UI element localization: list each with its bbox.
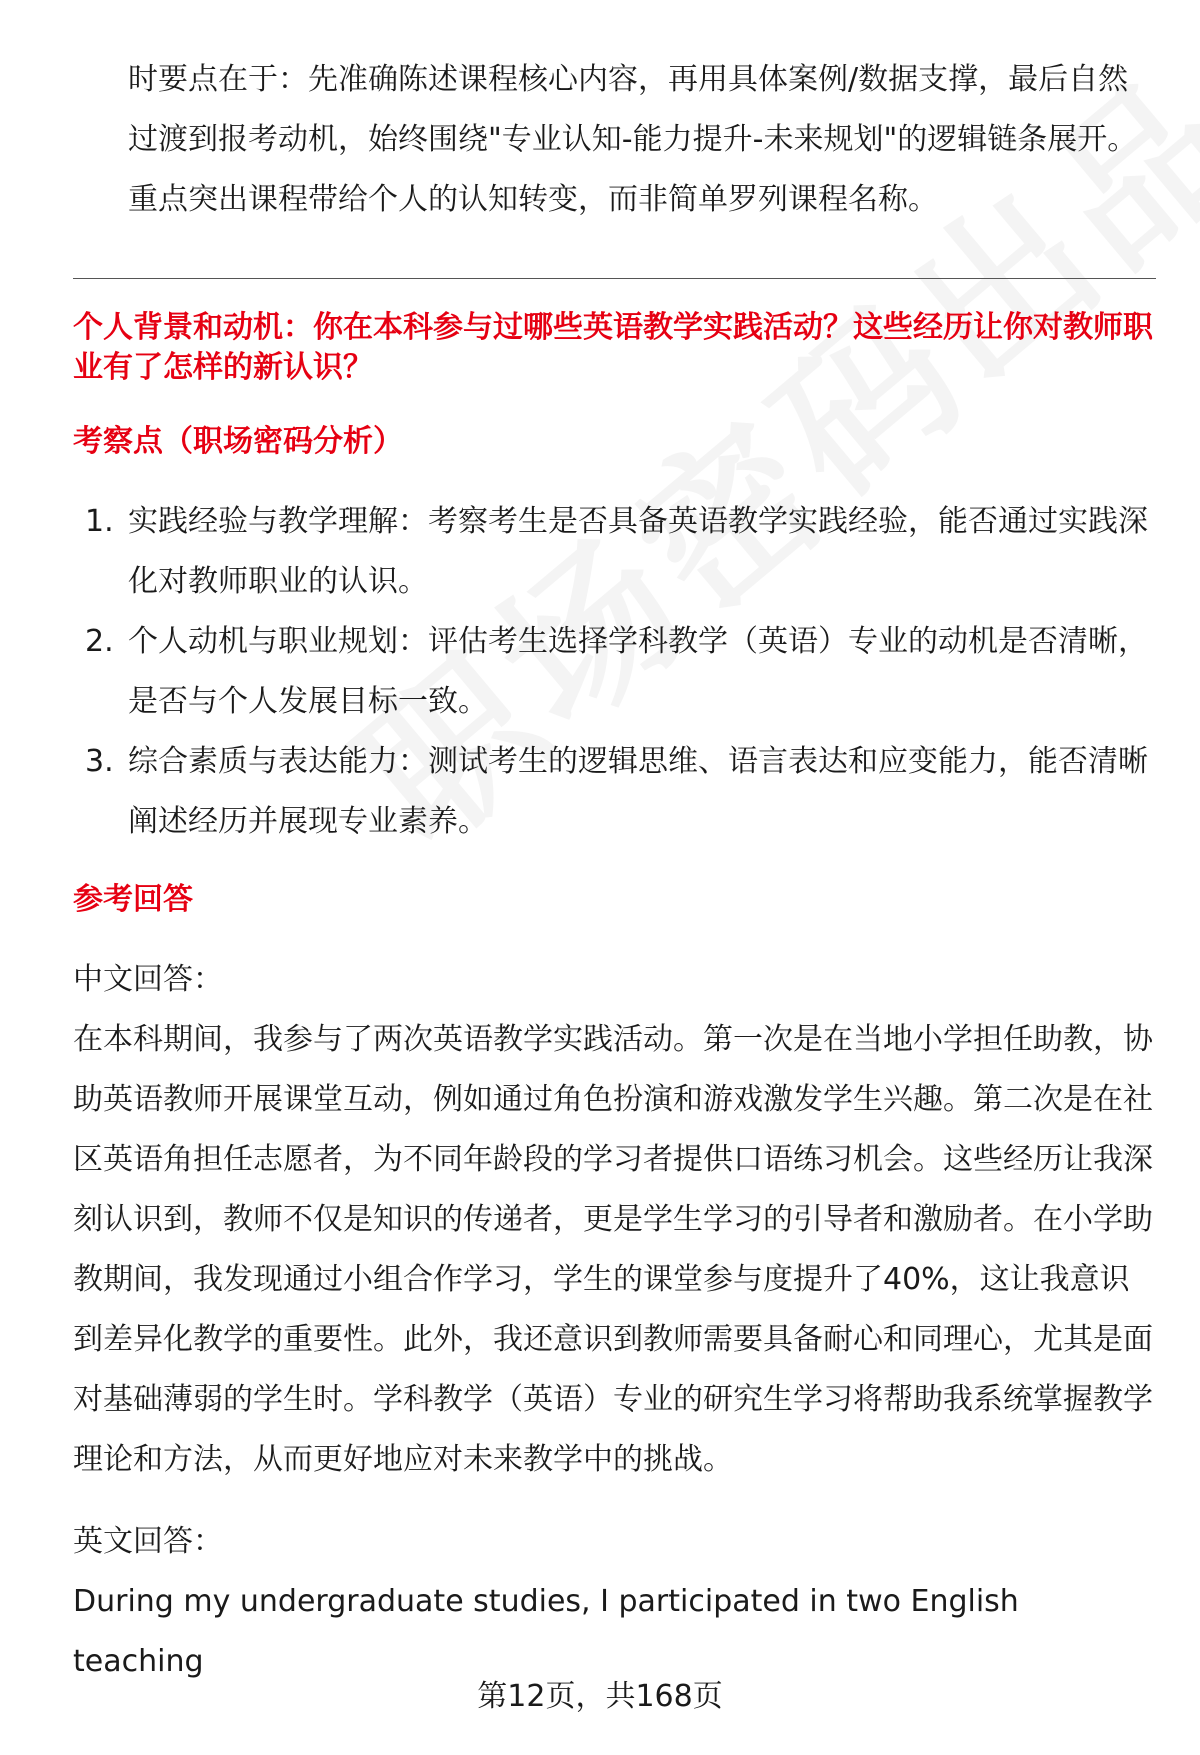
section-divider (73, 278, 1156, 279)
list-item (73, 612, 1158, 732)
list-item-number: 1. (85, 504, 114, 539)
english-answer-text: During my undergraduate studies, I participated in two English teaching (73, 1584, 1019, 1679)
list-item (73, 732, 1158, 852)
assessment-heading: 考察点（职场密码分析） (73, 424, 403, 459)
page-number: 第12页，共168页 (477, 1679, 723, 1714)
assessment-list (73, 492, 1158, 852)
list-item-number: 2. (85, 624, 114, 659)
english-answer-label: 英文回答： (73, 1524, 223, 1559)
chinese-answer-text: 在本科期间，我参与了两次英语教学实践活动。第一次是在当地小学担任助教，协助英语教师开展课堂互动，例如通过角色扮演和游戏激发学生兴趣。第二次是在社区英语角担任志愿者，为不同年龄段的学习者提供口语练习机会。这些经历让我深刻认识到，教师不仅是知识的传递者，更是学生学习的引导者和激励者。在小学助教期间，我发现通过小组合作学习，学生的课堂参与度提升了40%，这让我意识到差异化教学的重要性。此外，我还意识到教师需要具备耐心和同理心，尤其是面对基础薄弱的学生时。学科教学（英语）专业的研究生学习将帮助我系统掌握教学理论和方法，从而更好地应对未来教学中的挑战。 (73, 1022, 1153, 1477)
list-item-text: 综合素质与表达能力：测试考生的逻辑思维、语言表达和应变能力，能否清晰阐述经历并展现专业素养。 (128, 744, 1148, 839)
question-heading: 个人背景和动机：你在本科参与过哪些英语教学实践活动？这些经历让你对教师职业有了怎样的新认识？ (73, 310, 1153, 385)
answer-heading: 参考回答 (73, 882, 193, 917)
list-item (73, 492, 1158, 612)
list-item-text: 实践经验与教学理解：考察考生是否具备英语教学实践经验，能否通过实践深化对教师职业的认识。 (128, 504, 1148, 599)
chinese-answer-label: 中文回答： (73, 962, 223, 997)
intro-paragraph: 时要点在于：先准确陈述课程核心内容，再用具体案例/数据支撑，最后自然过渡到报考动机，始终围绕"专业认知-能力提升-未来规划"的逻辑链条展开。重点突出课程带给个人的认知转变，而非简单罗列课程名称。 (128, 62, 1138, 217)
list-item-number: 3. (85, 744, 114, 779)
list-item-text: 个人动机与职业规划：评估考生选择学科教学（英语）专业的动机是否清晰，是否与个人发展目标一致。 (128, 624, 1148, 719)
